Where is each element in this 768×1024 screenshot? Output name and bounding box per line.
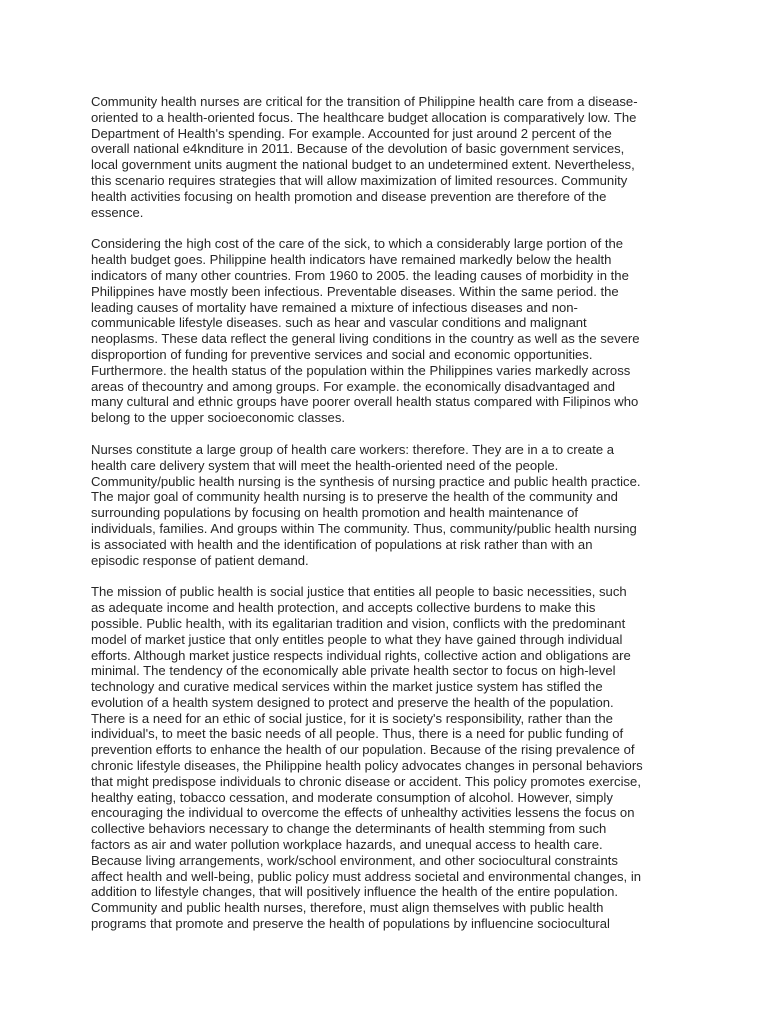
text-line: that might predispose individuals to chronic disease or accident. This policy promotes exercise, bbox=[91, 773, 641, 789]
text-line: Nurses constitute a large group of health care workers: therefore. They are in a to create a bbox=[91, 441, 615, 457]
text-line: Furthermore. the health status of the population within the Philippines varies markedly across bbox=[91, 362, 631, 378]
text-line: oriented to a health-oriented focus. The healthcare budget allocation is comparatively low. The bbox=[91, 109, 637, 125]
text-line: affect health and well-being, public policy must address societal and environmental changes, in bbox=[91, 868, 642, 884]
text-line: local government units augment the national budget to an undetermined extent. Nevertheless, bbox=[91, 157, 635, 173]
text-line: communicable lifestyle diseases. such as hear and vascular conditions and malignant bbox=[91, 315, 587, 331]
text-line: chronic lifestyle diseases, the Philippine health policy advocates changes in personal behaviors bbox=[91, 758, 643, 774]
paragraph bbox=[91, 94, 691, 220]
text-line: technology and curative medical services within the market justice system has stifled the bbox=[91, 679, 603, 695]
text-line: evolution of a health system designed to protect and preserve the health of the population. bbox=[91, 694, 614, 710]
text-line: Considering the high cost of the care of the sick, to which a considerably large portion of the bbox=[91, 236, 624, 252]
text-line: essence. bbox=[91, 204, 144, 220]
text-line: health budget goes. Philippine health indicators have remained markedly below the health bbox=[91, 252, 612, 268]
text-line: collective behaviors necessary to change the determinants of health stemming from such bbox=[91, 821, 607, 837]
text-line: is associated with health and the identification of populations at risk rather than with an bbox=[91, 536, 593, 552]
text-line: efforts. Although market justice respects individual rights, collective action and obligations are bbox=[91, 647, 631, 663]
text-line: as adequate income and health protection, and accepts collective burdens to make this bbox=[91, 600, 596, 616]
text-line: episodic response of patient demand. bbox=[91, 552, 309, 568]
text-line: many cultural and ethnic groups have poorer overall health status compared with Filipinos who bbox=[91, 394, 639, 410]
text-line: prevention efforts to enhance the health of our population. Because of the rising prevalence of bbox=[91, 742, 635, 758]
paragraph bbox=[91, 236, 691, 426]
text-line: encouraging the individual to overcome the effects of unhealthy activities lessens the focus on bbox=[91, 805, 635, 821]
text-line: disproportion of funding for preventive services and social and economic opportunities. bbox=[91, 346, 593, 362]
text-line: Philippines have mostly been infectious. Preventable diseases. Within the same period. the bbox=[91, 283, 619, 299]
text-line: programs that promote and preserve the health of populations by influencine sociocultural bbox=[91, 916, 610, 932]
text-line: belong to the upper socioeconomic classes. bbox=[91, 410, 346, 426]
text-line: surrounding populations by focusing on health promotion and health maintenance of bbox=[91, 505, 578, 521]
text-line: Community and public health nurses, therefore, must align themselves with public health bbox=[91, 900, 604, 916]
text-line: health care delivery system that will meet the health-oriented need of the people. bbox=[91, 457, 559, 473]
text-line: factors as air and water pollution workplace hazards, and unequal access to health care. bbox=[91, 837, 603, 853]
text-line: indicators of many other countries. From 1960 to 2005. the leading causes of morbidity in the bbox=[91, 267, 629, 283]
text-line: neoplasms. These data reflect the general living conditions in the country as well as the severe bbox=[91, 331, 640, 347]
text-line: individuals, families. And groups within The community. Thus, community/public health nursing bbox=[91, 520, 637, 536]
text-line: areas of thecountry and among groups. For example. the economically disadvantaged and bbox=[91, 378, 616, 394]
text-line: The major goal of community health nursing is to preserve the health of the community and bbox=[91, 489, 618, 505]
text-line: There is a need for an ethic of social justice, for it is society's responsibility, rather than the bbox=[91, 710, 613, 726]
text-line: Because living arrangements, work/school environment, and other sociocultural constraints bbox=[91, 852, 618, 868]
text-line: model of market justice that only entitles people to what they have gained through individual bbox=[91, 631, 623, 647]
text-line: individual's, to meet the basic needs of all people. Thus, there is a need for public funding of bbox=[91, 726, 624, 742]
paragraph bbox=[91, 584, 691, 932]
text-line: The mission of public health is social justice that entities all people to basic necessities, such bbox=[91, 584, 627, 600]
text-line: leading causes of mortality have remained a mixture of infectious diseases and non- bbox=[91, 299, 578, 315]
text-line: Community health nurses are critical for the transition of Philippine health care from a disease- bbox=[91, 94, 638, 109]
text-line: Department of Health's spending. For example. Accounted for just around 2 percent of the bbox=[91, 125, 612, 141]
text-line: this scenario requires strategies that will allow maximization of limited resources. Community bbox=[91, 172, 628, 188]
text-line: overall national e4knditure in 2011. Because of the devolution of basic government services, bbox=[91, 141, 625, 157]
document-body bbox=[91, 94, 691, 948]
text-line: Community/public health nursing is the synthesis of nursing practice and public health practice. bbox=[91, 473, 641, 489]
text-line: healthy eating, tobacco cessation, and moderate consumption of alcohol. However, simply bbox=[91, 789, 613, 805]
paragraph bbox=[91, 442, 691, 568]
text-line: possible. Public health, with its egalitarian tradition and vision, conflicts with the predominant bbox=[91, 615, 626, 631]
text-line: addition to lifestyle changes, that will positively influence the health of the entire population. bbox=[91, 884, 618, 900]
text-line: health activities focusing on health promotion and disease prevention are therefore of the bbox=[91, 188, 607, 204]
text-line: minimal. The tendency of the economically able private health sector to focus on high-level bbox=[91, 663, 616, 679]
